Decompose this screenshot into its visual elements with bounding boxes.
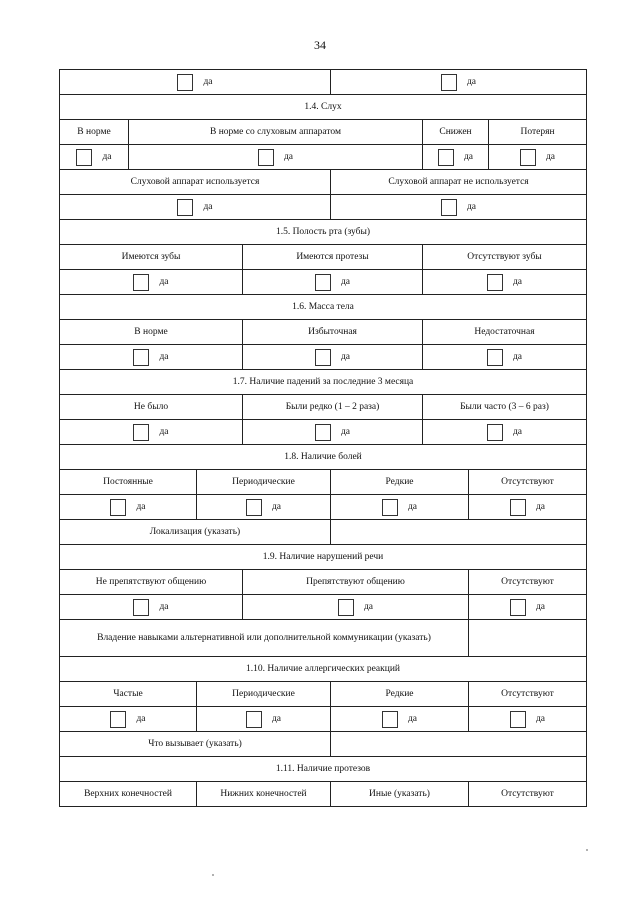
checkbox-label: да: [159, 426, 169, 437]
option-label: Периодические: [197, 470, 331, 495]
pain-options-row: [60, 470, 587, 495]
section-title-falls: 1.7. Наличие падений за последние 3 месяца: [60, 370, 587, 395]
option-label: Отсутствуют: [469, 470, 587, 495]
allergy-cause-row: [60, 732, 587, 757]
option-label: Отсутствуют: [469, 782, 587, 807]
checkbox[interactable]: [487, 274, 503, 291]
pain-checkbox-row: [60, 495, 587, 520]
checkbox-label: да: [407, 713, 418, 724]
checkbox[interactable]: [133, 424, 149, 441]
allergy-checkbox-row: [60, 707, 587, 732]
speech-alt-comm-row: [60, 620, 587, 657]
option-label: Отсутствуют: [469, 570, 587, 595]
checkbox-label: да: [535, 501, 546, 512]
checkbox[interactable]: [133, 274, 149, 291]
option-label: Редкие: [331, 470, 469, 495]
checkbox[interactable]: [133, 349, 149, 366]
checkbox[interactable]: [520, 149, 536, 166]
checkbox-label: да: [535, 713, 546, 724]
allergy-cause-label: Что вызывает (указать): [60, 732, 331, 757]
allergy-options-row: [60, 682, 587, 707]
assessment-form-table: [59, 69, 587, 807]
alt-comm-input[interactable]: [469, 620, 587, 657]
checkbox-label: да: [535, 601, 546, 612]
option-label: Были часто (3 – 6 раз): [423, 395, 587, 420]
checkbox[interactable]: [246, 711, 262, 728]
speech-checkbox-row: [60, 595, 587, 620]
checkbox[interactable]: [382, 711, 398, 728]
prosthesis-options-row: [60, 782, 587, 807]
option-label: Избыточная: [243, 320, 423, 345]
checkbox[interactable]: [315, 274, 331, 291]
section-title-mouth: 1.5. Полость рта (зубы): [60, 220, 587, 245]
pain-localization-row: [60, 520, 587, 545]
option-label: Препятствуют общению: [243, 570, 469, 595]
option-label: Верхних конечностей: [60, 782, 197, 807]
option-label: Потерян: [489, 120, 587, 145]
checkbox-label: да: [203, 76, 213, 87]
pain-localization-label: Локализация (указать): [60, 520, 331, 545]
checkbox-label: да: [463, 151, 474, 162]
section-title-speech: 1.9. Наличие нарушений речи: [60, 545, 587, 570]
checkbox-label: да: [340, 351, 351, 362]
checkbox[interactable]: [510, 599, 526, 616]
speech-options-row: [60, 570, 587, 595]
checkbox-label: да: [545, 151, 556, 162]
option-label: Частые: [60, 682, 197, 707]
option-label: Периодические: [197, 682, 331, 707]
checkbox-label: да: [512, 276, 523, 287]
section-title-pain: 1.8. Наличие болей: [60, 445, 587, 470]
section-title-hearing: 1.4. Слух: [60, 95, 587, 120]
checkbox-label: да: [512, 426, 523, 437]
checkbox[interactable]: [510, 711, 526, 728]
checkbox[interactable]: [177, 199, 193, 216]
checkbox[interactable]: [441, 199, 457, 216]
checkbox-label: да: [407, 501, 418, 512]
checkbox-label: да: [466, 201, 477, 212]
checkbox[interactable]: [315, 424, 331, 441]
checkbox[interactable]: [177, 74, 193, 91]
option-label: Отсутствуют зубы: [423, 245, 587, 270]
option-label: Нижних конечностей: [197, 782, 331, 807]
checkbox-label: да: [203, 201, 213, 212]
weight-checkbox-row: [60, 345, 587, 370]
checkbox[interactable]: [246, 499, 262, 516]
checkbox-label: да: [159, 601, 169, 612]
checkbox[interactable]: [338, 599, 354, 616]
checkbox[interactable]: [510, 499, 526, 516]
option-label: Постоянные: [60, 470, 197, 495]
hearing-aid-row: [60, 170, 587, 195]
option-label: Недостаточная: [423, 320, 587, 345]
section-title-allergy: 1.10. Наличие аллергических реакций: [60, 657, 587, 682]
option-label: Не было: [60, 395, 243, 420]
falls-options-row: [60, 395, 587, 420]
checkbox[interactable]: [382, 499, 398, 516]
option-label: В норме со слуховым аппаратом: [129, 120, 423, 145]
checkbox-label: да: [283, 151, 294, 162]
checkbox-label: да: [466, 76, 477, 87]
option-label: Отсутствуют: [469, 682, 587, 707]
checkbox[interactable]: [441, 74, 457, 91]
mouth-options-row: [60, 245, 587, 270]
checkbox[interactable]: [487, 349, 503, 366]
option-label: Имеются зубы: [60, 245, 243, 270]
hearing-aid-checkbox-row: [60, 195, 587, 220]
checkbox-label: да: [340, 426, 351, 437]
option-label: В норме: [60, 120, 129, 145]
weight-options-row: [60, 320, 587, 345]
checkbox[interactable]: [110, 499, 126, 516]
section-title-weight: 1.6. Масса тела: [60, 295, 587, 320]
option-label: Были редко (1 – 2 раза): [243, 395, 423, 420]
checkbox-label: да: [363, 601, 374, 612]
option-label: В норме: [60, 320, 243, 345]
prev-section-yes-row: [60, 70, 587, 95]
option-label: Не препятствуют общению: [60, 570, 243, 595]
option-label: Имеются протезы: [243, 245, 423, 270]
checkbox-label: да: [340, 276, 351, 287]
checkbox[interactable]: [76, 149, 92, 166]
falls-checkbox-row: [60, 420, 587, 445]
mouth-checkbox-row: [60, 270, 587, 295]
checkbox-label: да: [271, 713, 282, 724]
hearing-options-row: [60, 120, 587, 145]
option-label: Иные (указать): [331, 782, 469, 807]
checkbox-label: да: [512, 351, 523, 362]
hearing-aid-not-used-label: Слуховой аппарат не используется: [331, 170, 587, 195]
checkbox-label: да: [136, 713, 146, 724]
option-label: Редкие: [331, 682, 469, 707]
checkbox[interactable]: [133, 599, 149, 616]
alt-comm-label: Владение навыками альтернативной или дополнительной коммуникации (указать): [60, 620, 469, 657]
hearing-checkbox-row: [60, 145, 587, 170]
checkbox[interactable]: [258, 149, 274, 166]
page-number: 34: [314, 38, 326, 52]
scan-speck: [212, 874, 214, 876]
checkbox-label: да: [159, 276, 169, 287]
allergy-cause-input[interactable]: [331, 732, 587, 757]
checkbox[interactable]: [438, 149, 454, 166]
checkbox-label: да: [159, 351, 169, 362]
pain-localization-input[interactable]: [331, 520, 587, 545]
checkbox[interactable]: [110, 711, 126, 728]
checkbox[interactable]: [315, 349, 331, 366]
section-title-prosthesis: 1.11. Наличие протезов: [60, 757, 587, 782]
checkbox-label: да: [136, 501, 146, 512]
checkbox-label: да: [102, 151, 112, 162]
hearing-aid-used-label: Слуховой аппарат используется: [60, 170, 331, 195]
checkbox-label: да: [271, 501, 282, 512]
scan-speck: [586, 849, 588, 851]
checkbox[interactable]: [487, 424, 503, 441]
option-label: Снижен: [423, 120, 489, 145]
